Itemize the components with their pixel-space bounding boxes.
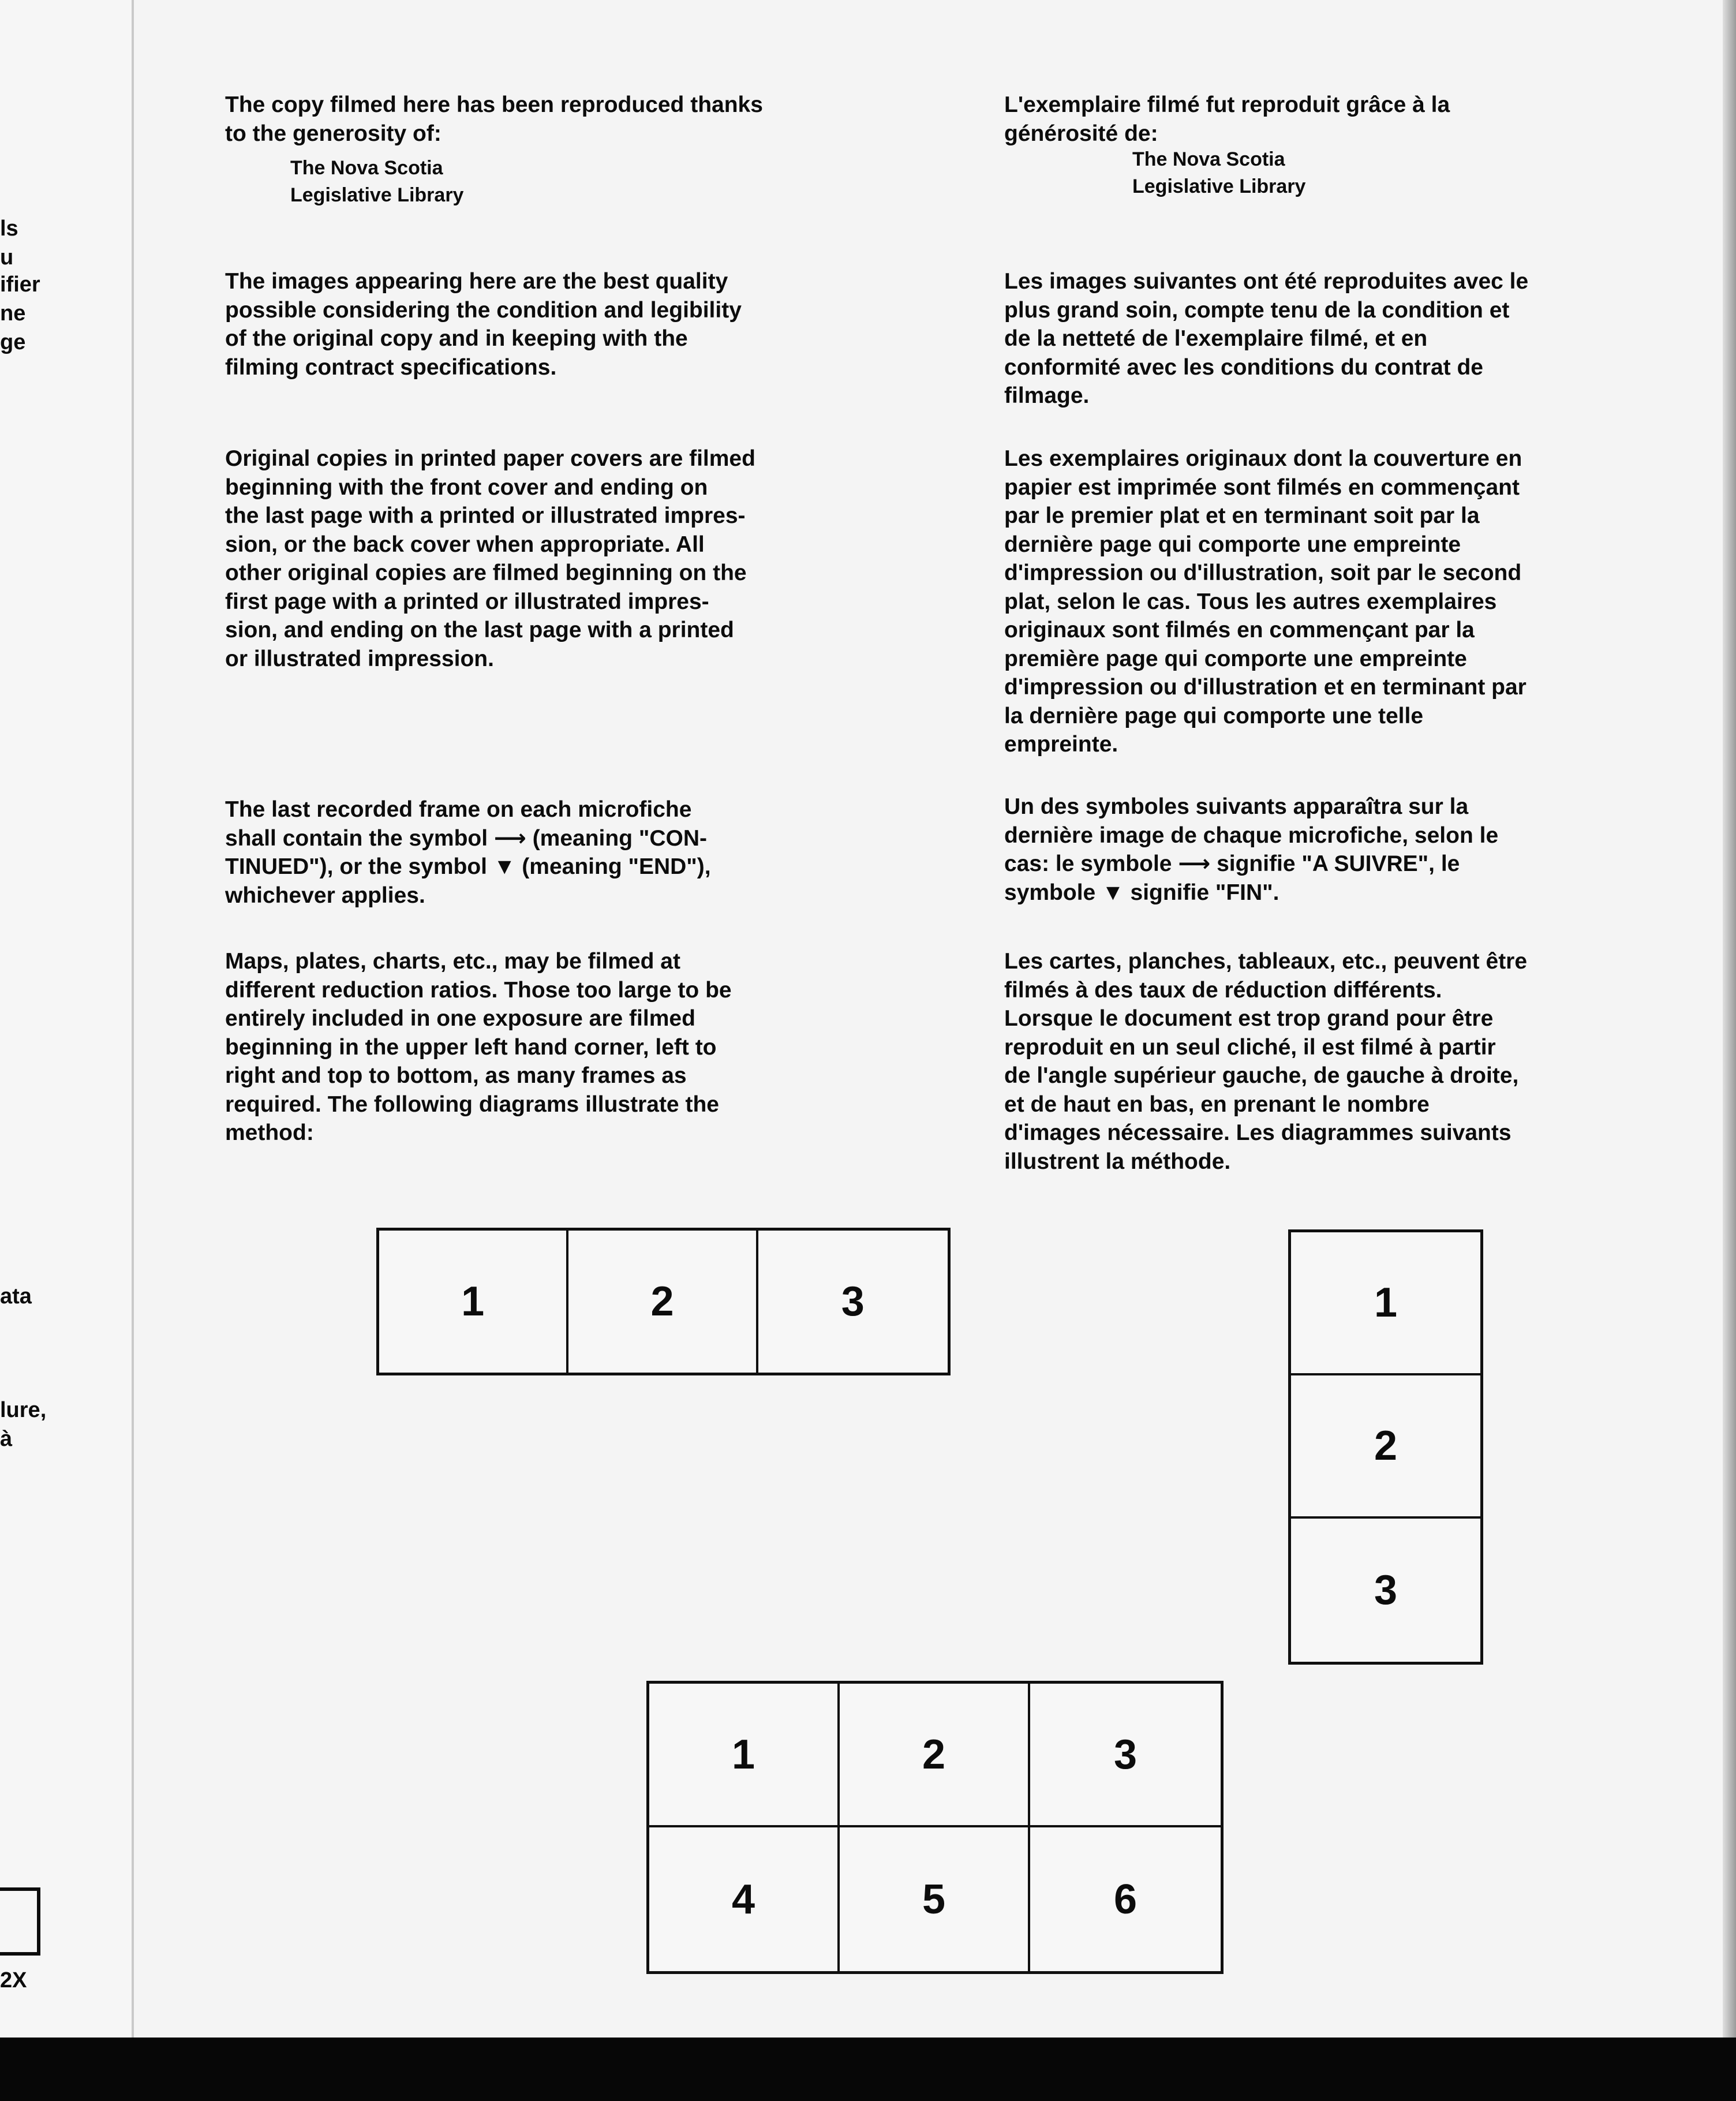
french-quality-note: Les images suivantes ont été reproduites avec le plus grand soin, compte tenu de la condition et de la netteté de l'exemplaire filmé, et en conformité avec les conditions du contrat de filmage. (1004, 269, 1529, 408)
frame-cell: 3 (1030, 1684, 1221, 1827)
english-covers-note: Original copies in printed paper covers are filmed beginning with the front cover and ending on the last page with a printed or illustrated impres- sion, or the back cover when appropriate. All other original copies are filmed beginning on the first page with a printed or illustrated impres- sion, and ending on the last page with a printed or illustrated impression. (225, 446, 755, 671)
frame-cell: 3 (841, 1278, 865, 1325)
fragment-text: ne (0, 301, 26, 326)
diagram-vertical-frames (1288, 1229, 1483, 1665)
reduction-target-box (0, 1887, 40, 1956)
french-library-name: The Nova Scotia Legislative Library (1132, 148, 1306, 197)
page-fold (132, 0, 134, 2038)
page-edge-shadow (1723, 0, 1736, 2038)
english-symbols-note: The last recorded frame on each microfiche shall contain the symbol ⟶ (meaning "CON- TINUED"), or the symbol ▼ (meaning "END"), whichever applies. (225, 797, 711, 908)
english-quality-note: The images appearing here are the best quality possible considering the condition and legibility of the original copy and in keeping with the filming contract specifications. (225, 269, 742, 380)
frame-cell: 5 (840, 1827, 1030, 1971)
frame-cell: 6 (1113, 1876, 1138, 1923)
frame-cell: 4 (649, 1827, 840, 1971)
frame-cell: 1 (649, 1684, 840, 1827)
film-border (0, 2038, 1736, 2101)
frame-cell: 3 (1374, 1567, 1398, 1613)
english-library-name: The Nova Scotia Legislative Library (290, 157, 464, 206)
fragment-text: ata (0, 1284, 32, 1309)
previous-page-edge (0, 0, 133, 2038)
frame-cell: 2 (840, 1684, 1030, 1827)
fragment-text: lure, (0, 1398, 47, 1422)
french-symbols-note: Un des symboles suivants apparaîtra sur la dernière image de chaque microfiche, selon le cas: le symbole ⟶ signifie "A SUIVRE", le symbole ▼ signifie "FIN". (1004, 794, 1499, 905)
english-maps-note: Maps, plates, charts, etc., may be filmed at different reduction ratios. Those too large to be entirely included in one exposure are filmed beginning in the upper left hand corner, left to right and top to bottom, as many frames as required. The following diagrams illustrate the method: (225, 949, 732, 1145)
french-maps-note: Les cartes, planches, tableaux, etc., peuvent être filmés à des taux de réduction différents. Lorsque le document est trop grand pour être reproduit en un seul cliché, il est filmé à partir de l'angle supérieur gauche, de gauche à droite, et de haut en bas, en prenant le nombre d'images nécessaire. Les diagrammes suivants illustrent la méthode. (1004, 949, 1528, 1174)
fragment-text: ls (0, 216, 18, 241)
frame-cell: 1 (379, 1231, 568, 1373)
fragment-text: u (0, 245, 14, 270)
frame-cell: 2 (1291, 1375, 1480, 1519)
diagram-horizontal-frames (376, 1228, 951, 1375)
english-thanks: The copy filmed here has been reproduced thanks to the generosity of: (225, 92, 763, 146)
fragment-text: 2X (0, 1968, 27, 1992)
french-thanks: L'exemplaire filmé fut reproduit grâce à la générosité de: (1004, 92, 1450, 146)
fragment-text: à (0, 1427, 13, 1451)
diagram-grid-frames (646, 1681, 1224, 1974)
fragment-text: ifier (0, 272, 40, 297)
french-covers-note: Les exemplaires originaux dont la couverture en papier est imprimée sont filmés en commençant par le premier plat et en terminant soit par la dernière page qui comporte une empreinte d'impression ou d'illustration, soit par le second plat, selon le cas. Tous les autres exemplaires originaux sont filmés en commençant par la première page qui comporte une empreinte d'impression ou d'illustration et en terminant par la dernière page qui comporte une telle empreinte. (1004, 446, 1527, 757)
frame-cell: 2 (568, 1231, 758, 1373)
fragment-text: ge (0, 330, 26, 354)
frame-cell: 1 (1291, 1232, 1480, 1375)
